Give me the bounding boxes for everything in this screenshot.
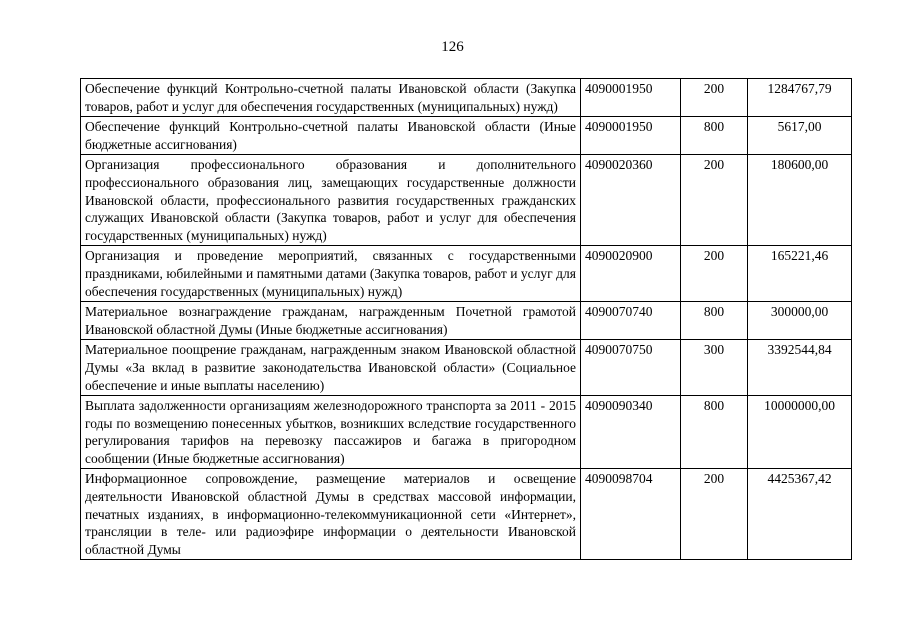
table-row	[81, 79, 852, 117]
row-target-code: 4090020900	[581, 246, 681, 302]
row-amount: 300000,00	[748, 302, 852, 340]
row-description: Информационное сопровождение, размещение материалов и освещение деятельности Ивановской областной Думы в средствах массовой информации, печатных изданиях, в информационно-телекоммуникационной сети «Интернет», трансляции в теле- или радиоэфире информации о деятельности Ивановской областной Думы	[81, 469, 581, 560]
row-amount: 3392544,84	[748, 340, 852, 396]
table-row	[81, 155, 852, 246]
row-amount: 4425367,42	[748, 469, 852, 560]
row-description: Обеспечение функций Контрольно-счетной палаты Ивановской области (Закупка товаров, работ и услуг для обеспечения государственных (муниципальных) нужд)	[81, 79, 581, 117]
row-target-code: 4090098704	[581, 469, 681, 560]
row-amount: 165221,46	[748, 246, 852, 302]
row-expense-type: 300	[681, 340, 748, 396]
row-target-code: 4090070740	[581, 302, 681, 340]
row-target-code: 4090001950	[581, 117, 681, 155]
row-amount: 1284767,79	[748, 79, 852, 117]
budget-table	[80, 78, 852, 560]
row-expense-type: 200	[681, 155, 748, 246]
table-row	[81, 117, 852, 155]
table-row	[81, 396, 852, 469]
row-expense-type: 200	[681, 79, 748, 117]
table-row	[81, 246, 852, 302]
row-amount: 5617,00	[748, 117, 852, 155]
page-number: 126	[441, 39, 464, 55]
row-target-code: 4090070750	[581, 340, 681, 396]
row-target-code: 4090020360	[581, 155, 681, 246]
row-target-code: 4090001950	[581, 79, 681, 117]
row-amount: 10000000,00	[748, 396, 852, 469]
row-description: Организация профессионального образования и дополнительного профессионального образования лиц, замещающих государственные должности Ивановской области, профессионального развития государственных гражданских служащих Ивановской области (Закупка товаров, работ и услуг для обеспечения государственных (муниципальных) нужд)	[81, 155, 581, 246]
table-row	[81, 340, 852, 396]
row-description: Выплата задолженности организациям железнодорожного транспорта за 2011 - 2015 годы по возмещению понесенных убытков, возникших вследствие государственного регулирования тарифов на перевозку пассажиров и багажа в пригородном сообщении (Иные бюджетные ассигнования)	[81, 396, 581, 469]
row-expense-type: 800	[681, 396, 748, 469]
row-expense-type: 800	[681, 302, 748, 340]
row-description: Материальное поощрение гражданам, награжденным знаком Ивановской областной Думы «За вклад в развитие законодательства Ивановской области» (Социальное обеспечение и иные выплаты населению)	[81, 340, 581, 396]
row-expense-type: 200	[681, 246, 748, 302]
row-description: Организация и проведение мероприятий, связанных с государственными праздниками, юбилейными и памятными датами (Закупка товаров, работ и услуг для обеспечения государственных (муниципальных) нужд)	[81, 246, 581, 302]
row-target-code: 4090090340	[581, 396, 681, 469]
table-row	[81, 302, 852, 340]
row-description: Материальное вознаграждение гражданам, награжденным Почетной грамотой Ивановской областной Думы (Иные бюджетные ассигнования)	[81, 302, 581, 340]
table-row	[81, 469, 852, 560]
row-expense-type: 800	[681, 117, 748, 155]
row-amount: 180600,00	[748, 155, 852, 246]
row-description: Обеспечение функций Контрольно-счетной палаты Ивановской области (Иные бюджетные ассигнования)	[81, 117, 581, 155]
row-expense-type: 200	[681, 469, 748, 560]
